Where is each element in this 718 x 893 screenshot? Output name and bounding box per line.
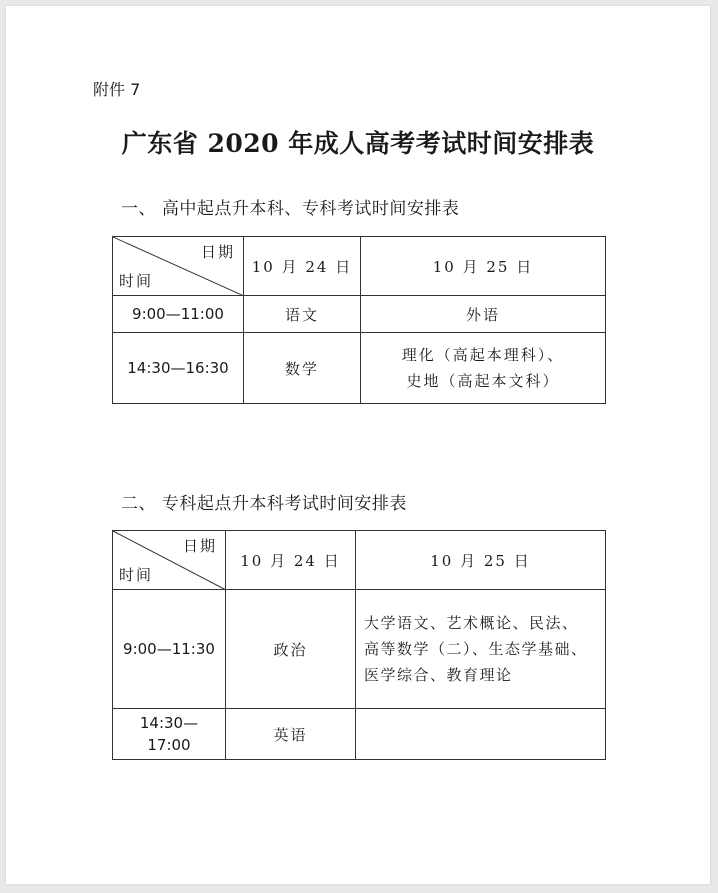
time-cell: 14:30—16:30 bbox=[113, 333, 244, 404]
date-label: 日期 bbox=[182, 537, 217, 555]
subject-cell bbox=[356, 590, 606, 709]
subject-cell: 外语 bbox=[361, 296, 606, 333]
subject-line: 医学综合、教育理论 bbox=[364, 666, 513, 684]
day1-header: 10 月 24 日 bbox=[226, 531, 356, 590]
section2-heading: 二、 专科起点升本科考试时间安排表 bbox=[121, 494, 407, 514]
day2-header: 10 月 25 日 bbox=[361, 237, 606, 296]
time-cell: 9:00—11:30 bbox=[113, 590, 226, 709]
document-page bbox=[6, 6, 710, 884]
time-label: 时间 bbox=[119, 566, 154, 584]
time-cell: 9:00—11:00 bbox=[113, 296, 244, 333]
time-label: 时间 bbox=[119, 272, 154, 290]
day2-header: 10 月 25 日 bbox=[356, 531, 606, 590]
subject-line: 理化（高起本理科）、 bbox=[401, 346, 565, 364]
time-cell bbox=[113, 709, 226, 760]
document-title: 广东省 2020 年成人高考考试时间安排表 bbox=[121, 129, 595, 158]
table-row bbox=[113, 296, 606, 333]
table-row bbox=[113, 709, 606, 760]
table-row bbox=[113, 590, 606, 709]
subject-cell: 语文 bbox=[244, 296, 361, 333]
table-header-row bbox=[113, 531, 606, 590]
subject-line: 大学语文、艺术概论、民法、 bbox=[364, 614, 579, 632]
diagonal-header-cell bbox=[113, 531, 226, 590]
subject-line: 史地（高起本文科） bbox=[406, 372, 560, 390]
time-line: 14:30— bbox=[139, 714, 199, 732]
attachment-label: 附件 7 bbox=[93, 80, 141, 99]
subject-cell: 英语 bbox=[226, 709, 356, 760]
day1-header: 10 月 24 日 bbox=[244, 237, 361, 296]
table-row bbox=[113, 333, 606, 404]
subject-cell: 政治 bbox=[226, 590, 356, 709]
time-line: 17:00 bbox=[147, 736, 191, 754]
subject-cell: 数学 bbox=[244, 333, 361, 404]
table-header-row bbox=[113, 237, 606, 296]
diagonal-header-cell bbox=[113, 237, 244, 296]
subject-cell bbox=[356, 709, 606, 760]
subject-cell bbox=[361, 333, 606, 404]
section1-heading: 一、 高中起点升本科、专科考试时间安排表 bbox=[121, 199, 460, 219]
date-label: 日期 bbox=[200, 243, 235, 261]
subject-line: 高等数学（二）、生态学基础、 bbox=[364, 640, 588, 658]
schedule-table-1 bbox=[112, 236, 606, 404]
schedule-table-2 bbox=[112, 530, 606, 760]
